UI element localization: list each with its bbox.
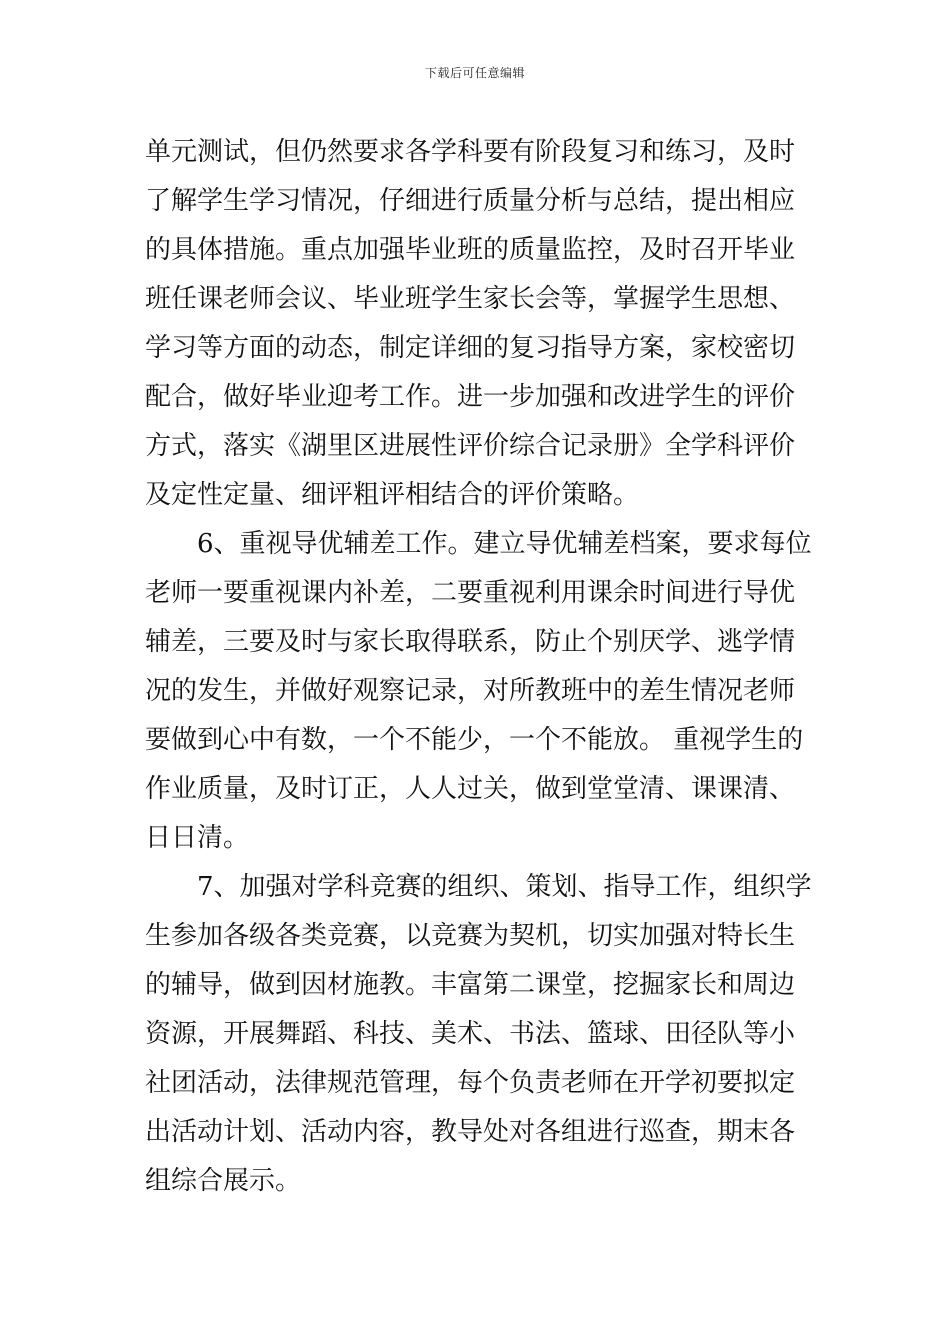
text-line: 况的发生，并做好观察记录，对所教班中的差生情况老师 [145, 676, 796, 706]
text-line: 方式，落实《湖里区进展性评价综合记录册》全学科评价 [145, 431, 796, 461]
text-line: 配合，做好毕业迎考工作。进一步加强和改进学生的评价 [145, 382, 796, 412]
text-line: 组综合展示。 [145, 1166, 302, 1196]
text-line: 资源，开展舞蹈、科技、美术、书法、篮球、田径队等小 [145, 1019, 796, 1049]
text-line: 及定性定量、细评粗评相结合的评价策略。 [145, 480, 640, 510]
text-line: 班任课老师会议、毕业班学生家长会等，掌握学生思想、 [145, 284, 796, 314]
text-line: 单元测试，但仍然要求各学科要有阶段复习和练习，及时 [145, 137, 796, 167]
text-line: 社团活动，法律规范管理，每个负责老师在开学初要拟定 [145, 1068, 796, 1098]
text-line: 日日清。 [145, 823, 250, 853]
text-line: 老师一要重视课内补差，二要重视利用课余时间进行导优 [145, 578, 796, 608]
text-line: 要做到心中有数，一个不能少，一个不能放。 重视学生的 [145, 725, 804, 755]
text-line: 出活动计划、活动内容，教导处对各组进行巡查，期末各 [145, 1117, 796, 1147]
text-line: 作业质量，及时订正，人人过关，做到堂堂清、课课清、 [145, 774, 796, 804]
body-text [145, 128, 813, 1206]
paragraph-6-start: 6、重视导优辅差工作。建立导优辅差档案，要求每位 [145, 529, 812, 559]
text-line: 生参加各级各类竞赛，以竞赛为契机，切实加强对特长生 [145, 921, 796, 951]
text-line: 辅差，三要及时与家长取得联系，防止个别厌学、逃学情 [145, 627, 796, 657]
page-header: 下载后可任意编辑 [424, 66, 525, 80]
text-line: 了解学生学习情况，仔细进行质量分析与总结，提出相应 [145, 186, 796, 216]
text-line: 的辅导，做到因材施教。丰富第二课堂，挖掘家长和周边 [145, 970, 796, 1000]
text-line: 学习等方面的动态，制定详细的复习指导方案，家校密切 [145, 333, 796, 363]
paragraph-7-start: 7、加强对学科竞赛的组织、策划、指导工作，组织学 [145, 872, 812, 902]
text-line: 的具体措施。重点加强毕业班的质量监控，及时召开毕业 [145, 235, 796, 265]
